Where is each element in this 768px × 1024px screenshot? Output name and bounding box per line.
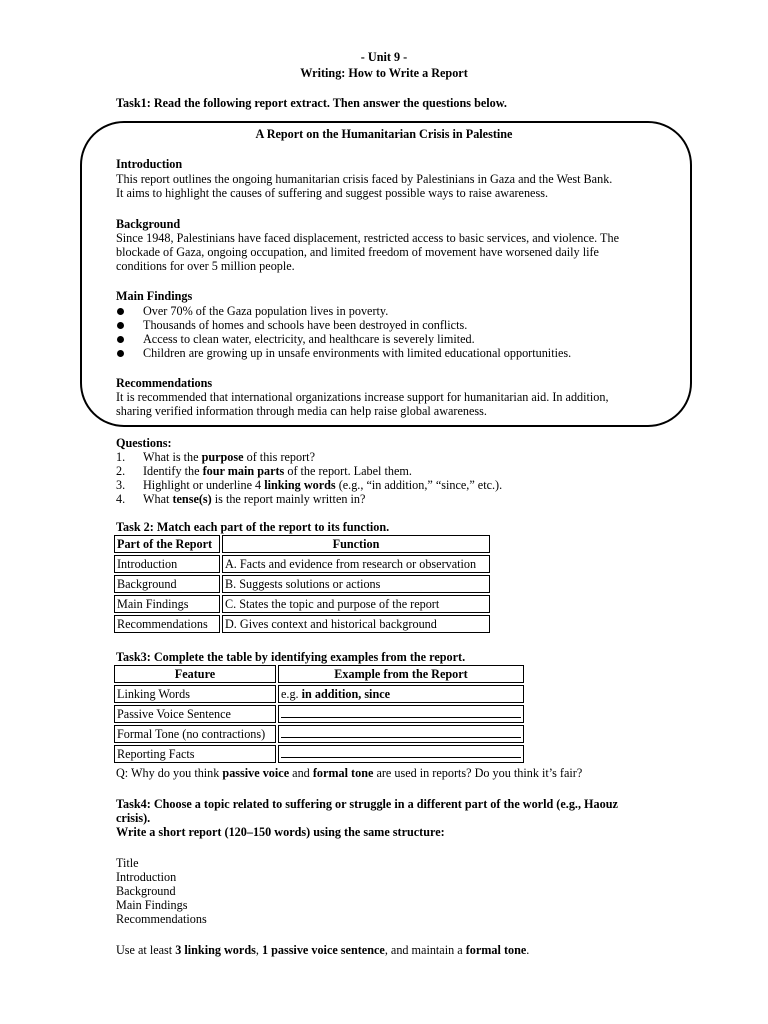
background-line-1: Since 1948, Palestinians have faced displacement, restricted access to basic services, and violence. The bbox=[116, 231, 620, 245]
table-row bbox=[114, 705, 524, 723]
task2-instruction: Task 2: Match each part of the report to its function. bbox=[116, 520, 390, 534]
table-row bbox=[114, 595, 490, 613]
task3-question: Q: Why do you think passive voice and formal tone are used in reports? Do you think it’s fair? bbox=[116, 766, 583, 780]
bullet-icon bbox=[117, 322, 124, 329]
table-cell: A. Facts and evidence from research or observation bbox=[222, 555, 490, 573]
recommendations-line-1: It is recommended that international organizations increase support for humanitarian aid. In addition, bbox=[116, 390, 609, 404]
report-title: A Report on the Humanitarian Crisis in Palestine bbox=[255, 127, 513, 141]
structure-item: Introduction bbox=[116, 870, 177, 884]
table-header: Part of the Report bbox=[114, 535, 220, 553]
table-header-row bbox=[114, 535, 490, 553]
recommendations-line-2: sharing verified information through media can help raise global awareness. bbox=[116, 404, 487, 418]
background-line-3: conditions for over 5 million people. bbox=[116, 259, 295, 273]
structure-item: Title bbox=[116, 856, 139, 870]
structure-item: Main Findings bbox=[116, 898, 188, 912]
page-title: Writing: How to Write a Report bbox=[300, 66, 468, 80]
table-cell: D. Gives context and historical background bbox=[222, 615, 490, 633]
background-heading: Background bbox=[116, 217, 181, 231]
intro-line-1: This report outlines the ongoing humanitarian crisis faced by Palestinians in Gaza and the West Bank. bbox=[116, 172, 613, 186]
features-table bbox=[112, 663, 526, 765]
table-header: Feature bbox=[114, 665, 276, 683]
unit-label: - Unit 9 - bbox=[360, 50, 408, 64]
task4-instruction-2: crisis). bbox=[116, 811, 151, 825]
table-row bbox=[114, 615, 490, 633]
questions-heading: Questions: bbox=[116, 436, 172, 450]
table-cell: Introduction bbox=[114, 555, 220, 573]
table-row bbox=[114, 575, 490, 593]
task4-instruction-3: Write a short report (120–150 words) using the same structure: bbox=[116, 825, 445, 839]
table-cell: C. States the topic and purpose of the report bbox=[222, 595, 490, 613]
table-cell: B. Suggests solutions or actions bbox=[222, 575, 490, 593]
intro-line-2: It aims to highlight the causes of suffering and suggest possible ways to raise awareness. bbox=[116, 186, 549, 200]
table-cell: Passive Voice Sentence bbox=[114, 705, 276, 723]
table-cell: Linking Words bbox=[114, 685, 276, 703]
bullet-icon bbox=[117, 308, 124, 315]
table-cell: Formal Tone (no contractions) bbox=[114, 725, 276, 743]
bullet-icon bbox=[117, 336, 124, 343]
table-row bbox=[114, 555, 490, 573]
table-row bbox=[114, 745, 524, 763]
table-cell: Main Findings bbox=[114, 595, 220, 613]
table-cell: Background bbox=[114, 575, 220, 593]
table-header: Example from the Report bbox=[278, 665, 524, 683]
structure-item: Background bbox=[116, 884, 176, 898]
table-cell: Recommendations bbox=[114, 615, 220, 633]
table-row bbox=[114, 725, 524, 743]
task3-instruction: Task3: Complete the table by identifying examples from the report. bbox=[116, 650, 466, 664]
table-header: Function bbox=[222, 535, 490, 553]
recommendations-heading: Recommendations bbox=[116, 376, 213, 390]
findings-heading: Main Findings bbox=[116, 289, 193, 303]
intro-heading: Introduction bbox=[116, 157, 183, 171]
table-cell: e.g. in addition, since bbox=[278, 685, 524, 703]
background-line-2: blockade of Gaza, ongoing occupation, and limited freedom of movement have worsened daily life bbox=[116, 245, 599, 259]
answer-blank[interactable] bbox=[278, 745, 524, 763]
bullet-icon bbox=[117, 350, 124, 357]
answer-blank[interactable] bbox=[278, 725, 524, 743]
table-row bbox=[114, 685, 524, 703]
structure-item: Recommendations bbox=[116, 912, 207, 926]
task1-instruction: Task1: Read the following report extract. Then answer the questions below. bbox=[116, 96, 507, 110]
task4-instruction-1: Task4: Choose a topic related to suffering or struggle in a different part of the world (e.g., Haouz bbox=[116, 797, 618, 811]
answer-blank[interactable] bbox=[278, 705, 524, 723]
table-header-row bbox=[114, 665, 524, 683]
task4-final-instruction: Use at least 3 linking words, 1 passive voice sentence, and maintain a formal tone. bbox=[116, 943, 530, 957]
match-table bbox=[112, 533, 492, 635]
table-cell: Reporting Facts bbox=[114, 745, 276, 763]
